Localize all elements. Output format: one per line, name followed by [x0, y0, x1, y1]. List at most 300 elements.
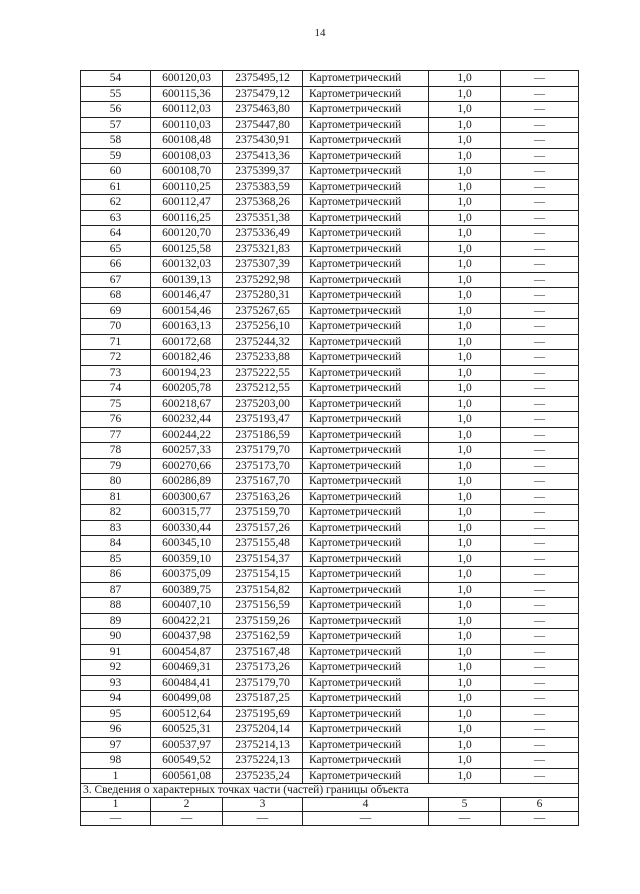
precision-cell: 1,0 — [429, 753, 501, 769]
note-cell: — — [501, 691, 579, 707]
precision-cell: 1,0 — [429, 722, 501, 738]
point-number-cell: 80 — [81, 474, 151, 490]
method-cell: Картометрический — [303, 458, 429, 474]
coord-y-cell: 2375179,70 — [223, 443, 303, 459]
coord-x-cell: 600146,47 — [151, 288, 223, 304]
table-row — [81, 768, 579, 784]
table-row — [81, 381, 579, 397]
coord-x-cell: 600112,03 — [151, 102, 223, 118]
table-row — [81, 474, 579, 490]
note-cell: — — [501, 303, 579, 319]
note-cell: — — [501, 148, 579, 164]
precision-cell: 1,0 — [429, 443, 501, 459]
table-row — [81, 179, 579, 195]
note-cell: — — [501, 706, 579, 722]
method-cell: Картометрический — [303, 629, 429, 645]
table-row — [81, 458, 579, 474]
coord-y-cell: 2375383,59 — [223, 179, 303, 195]
precision-cell: 1,0 — [429, 427, 501, 443]
section-3-header-cell: 6 — [501, 798, 579, 812]
point-number-cell: 88 — [81, 598, 151, 614]
coord-x-cell: 600549,52 — [151, 753, 223, 769]
coord-y-cell: 2375479,12 — [223, 86, 303, 102]
point-number-cell: 77 — [81, 427, 151, 443]
note-cell: — — [501, 660, 579, 676]
method-cell: Картометрический — [303, 117, 429, 133]
note-cell: — — [501, 241, 579, 257]
coord-y-cell: 2375156,59 — [223, 598, 303, 614]
point-number-cell: 96 — [81, 722, 151, 738]
method-cell: Картометрический — [303, 706, 429, 722]
coord-x-cell: 600125,58 — [151, 241, 223, 257]
note-cell: — — [501, 288, 579, 304]
section-3-empty-cell: — — [501, 812, 579, 826]
note-cell: — — [501, 427, 579, 443]
coord-x-cell: 600116,25 — [151, 210, 223, 226]
table-row — [81, 582, 579, 598]
section-3-empty-row — [81, 812, 579, 826]
point-number-cell: 67 — [81, 272, 151, 288]
point-number-cell: 56 — [81, 102, 151, 118]
coord-x-cell: 600437,98 — [151, 629, 223, 645]
precision-cell: 1,0 — [429, 133, 501, 149]
coord-x-cell: 600120,70 — [151, 226, 223, 242]
table-row — [81, 164, 579, 180]
point-number-cell: 57 — [81, 117, 151, 133]
coord-y-cell: 2375186,59 — [223, 427, 303, 443]
page-number: 14 — [314, 27, 326, 39]
table-row — [81, 226, 579, 242]
section-3-title-row — [81, 784, 579, 798]
method-cell: Картометрический — [303, 288, 429, 304]
table-row — [81, 489, 579, 505]
point-number-cell: 85 — [81, 551, 151, 567]
coord-x-cell: 600469,31 — [151, 660, 223, 676]
method-cell: Картометрический — [303, 350, 429, 366]
section-3-title: 3. Сведения о характерных точках части (частей) границы объекта — [81, 784, 579, 798]
note-cell: — — [501, 319, 579, 335]
note-cell: — — [501, 613, 579, 629]
precision-cell: 1,0 — [429, 226, 501, 242]
precision-cell: 1,0 — [429, 86, 501, 102]
coord-x-cell: 600389,75 — [151, 582, 223, 598]
table-row — [81, 505, 579, 521]
method-cell: Картометрический — [303, 582, 429, 598]
coord-y-cell: 2375307,39 — [223, 257, 303, 273]
table-row — [81, 427, 579, 443]
coord-y-cell: 2375193,47 — [223, 412, 303, 428]
coord-y-cell: 2375399,37 — [223, 164, 303, 180]
table-row — [81, 660, 579, 676]
table-row — [81, 691, 579, 707]
precision-cell: 1,0 — [429, 458, 501, 474]
note-cell: — — [501, 396, 579, 412]
coord-y-cell: 2375495,12 — [223, 71, 303, 87]
note-cell: — — [501, 210, 579, 226]
precision-cell: 1,0 — [429, 272, 501, 288]
coord-y-cell: 2375154,82 — [223, 582, 303, 598]
table-row — [81, 71, 579, 87]
method-cell: Картометрический — [303, 722, 429, 738]
note-cell: — — [501, 117, 579, 133]
method-cell: Картометрический — [303, 148, 429, 164]
precision-cell: 1,0 — [429, 474, 501, 490]
precision-cell: 1,0 — [429, 365, 501, 381]
note-cell: — — [501, 520, 579, 536]
point-number-cell: 68 — [81, 288, 151, 304]
coord-x-cell: 600561,08 — [151, 768, 223, 784]
point-number-cell: 1 — [81, 768, 151, 784]
coord-x-cell: 600407,10 — [151, 598, 223, 614]
table-row — [81, 551, 579, 567]
section-3-header-cell: 3 — [223, 798, 303, 812]
point-number-cell: 89 — [81, 613, 151, 629]
table-row — [81, 241, 579, 257]
precision-cell: 1,0 — [429, 179, 501, 195]
point-number-cell: 60 — [81, 164, 151, 180]
note-cell: — — [501, 412, 579, 428]
table-row — [81, 257, 579, 273]
method-cell: Картометрический — [303, 164, 429, 180]
table-row — [81, 443, 579, 459]
precision-cell: 1,0 — [429, 350, 501, 366]
coord-x-cell: 600286,89 — [151, 474, 223, 490]
coord-y-cell: 2375233,88 — [223, 350, 303, 366]
method-cell: Картометрический — [303, 644, 429, 660]
coord-x-cell: 600300,67 — [151, 489, 223, 505]
method-cell: Картометрический — [303, 536, 429, 552]
point-number-cell: 94 — [81, 691, 151, 707]
method-cell: Картометрический — [303, 675, 429, 691]
note-cell: — — [501, 133, 579, 149]
note-cell: — — [501, 474, 579, 490]
method-cell: Картометрический — [303, 443, 429, 459]
table-row — [81, 706, 579, 722]
precision-cell: 1,0 — [429, 412, 501, 428]
precision-cell: 1,0 — [429, 644, 501, 660]
table-row — [81, 737, 579, 753]
note-cell: — — [501, 458, 579, 474]
point-number-cell: 73 — [81, 365, 151, 381]
note-cell: — — [501, 365, 579, 381]
coord-x-cell: 600132,03 — [151, 257, 223, 273]
coord-y-cell: 2375235,24 — [223, 768, 303, 784]
coord-y-cell: 2375203,00 — [223, 396, 303, 412]
note-cell: — — [501, 598, 579, 614]
point-number-cell: 75 — [81, 396, 151, 412]
table-row — [81, 567, 579, 583]
coord-x-cell: 600115,36 — [151, 86, 223, 102]
note-cell: — — [501, 443, 579, 459]
coord-x-cell: 600525,31 — [151, 722, 223, 738]
note-cell: — — [501, 567, 579, 583]
note-cell: — — [501, 551, 579, 567]
method-cell: Картометрический — [303, 737, 429, 753]
precision-cell: 1,0 — [429, 396, 501, 412]
method-cell: Картометрический — [303, 226, 429, 242]
table-row — [81, 117, 579, 133]
coord-x-cell: 600454,87 — [151, 644, 223, 660]
coord-x-cell: 600359,10 — [151, 551, 223, 567]
precision-cell: 1,0 — [429, 505, 501, 521]
coord-y-cell: 2375430,91 — [223, 133, 303, 149]
point-number-cell: 97 — [81, 737, 151, 753]
point-number-cell: 83 — [81, 520, 151, 536]
coord-y-cell: 2375292,98 — [223, 272, 303, 288]
coord-x-cell: 600194,23 — [151, 365, 223, 381]
table-row — [81, 536, 579, 552]
method-cell: Картометрический — [303, 520, 429, 536]
point-number-cell: 91 — [81, 644, 151, 660]
table-row — [81, 303, 579, 319]
coord-x-cell: 600244,22 — [151, 427, 223, 443]
coord-y-cell: 2375214,13 — [223, 737, 303, 753]
note-cell: — — [501, 334, 579, 350]
coord-x-cell: 600499,08 — [151, 691, 223, 707]
table-row — [81, 319, 579, 335]
method-cell: Картометрический — [303, 195, 429, 211]
section-3-header-cell: 2 — [151, 798, 223, 812]
method-cell: Картометрический — [303, 365, 429, 381]
section-3-header-cell: 1 — [81, 798, 151, 812]
coord-y-cell: 2375187,25 — [223, 691, 303, 707]
coord-x-cell: 600345,10 — [151, 536, 223, 552]
method-cell: Картометрический — [303, 257, 429, 273]
coord-y-cell: 2375222,55 — [223, 365, 303, 381]
precision-cell: 1,0 — [429, 71, 501, 87]
point-number-cell: 98 — [81, 753, 151, 769]
coord-y-cell: 2375159,70 — [223, 505, 303, 521]
coord-y-cell: 2375280,31 — [223, 288, 303, 304]
table-row — [81, 195, 579, 211]
note-cell: — — [501, 71, 579, 87]
point-number-cell: 95 — [81, 706, 151, 722]
table-row — [81, 412, 579, 428]
coord-x-cell: 600110,03 — [151, 117, 223, 133]
coord-y-cell: 2375321,83 — [223, 241, 303, 257]
table-row — [81, 210, 579, 226]
coord-y-cell: 2375212,55 — [223, 381, 303, 397]
method-cell: Картометрический — [303, 303, 429, 319]
table-row — [81, 148, 579, 164]
method-cell: Картометрический — [303, 381, 429, 397]
table-row — [81, 629, 579, 645]
coord-x-cell: 600163,13 — [151, 319, 223, 335]
precision-cell: 1,0 — [429, 489, 501, 505]
precision-cell: 1,0 — [429, 737, 501, 753]
coord-x-cell: 600484,41 — [151, 675, 223, 691]
coord-x-cell: 600537,97 — [151, 737, 223, 753]
section-3-header-cell: 5 — [429, 798, 501, 812]
coord-x-cell: 600112,47 — [151, 195, 223, 211]
point-number-cell: 62 — [81, 195, 151, 211]
method-cell: Картометрический — [303, 412, 429, 428]
precision-cell: 1,0 — [429, 288, 501, 304]
table-row — [81, 722, 579, 738]
method-cell: Картометрический — [303, 210, 429, 226]
precision-cell: 1,0 — [429, 241, 501, 257]
method-cell: Картометрический — [303, 427, 429, 443]
coord-y-cell: 2375154,15 — [223, 567, 303, 583]
coord-x-cell: 600315,77 — [151, 505, 223, 521]
table-row — [81, 644, 579, 660]
table-row — [81, 520, 579, 536]
section-3-empty-cell: — — [81, 812, 151, 826]
point-number-cell: 86 — [81, 567, 151, 583]
point-number-cell: 81 — [81, 489, 151, 505]
note-cell: — — [501, 381, 579, 397]
note-cell: — — [501, 164, 579, 180]
point-number-cell: 76 — [81, 412, 151, 428]
precision-cell: 1,0 — [429, 520, 501, 536]
coord-y-cell: 2375167,70 — [223, 474, 303, 490]
coord-x-cell: 600120,03 — [151, 71, 223, 87]
precision-cell: 1,0 — [429, 675, 501, 691]
coord-x-cell: 600375,09 — [151, 567, 223, 583]
coord-x-cell: 600110,25 — [151, 179, 223, 195]
method-cell: Картометрический — [303, 272, 429, 288]
method-cell: Картометрический — [303, 241, 429, 257]
precision-cell: 1,0 — [429, 164, 501, 180]
coord-x-cell: 600270,66 — [151, 458, 223, 474]
coord-x-cell: 600108,70 — [151, 164, 223, 180]
method-cell: Картометрический — [303, 691, 429, 707]
note-cell: — — [501, 489, 579, 505]
note-cell: — — [501, 257, 579, 273]
point-number-cell: 79 — [81, 458, 151, 474]
coord-y-cell: 2375351,38 — [223, 210, 303, 226]
point-number-cell: 72 — [81, 350, 151, 366]
method-cell: Картометрический — [303, 334, 429, 350]
point-number-cell: 65 — [81, 241, 151, 257]
point-number-cell: 74 — [81, 381, 151, 397]
coord-y-cell: 2375413,36 — [223, 148, 303, 164]
coord-y-cell: 2375336,49 — [223, 226, 303, 242]
note-cell: — — [501, 722, 579, 738]
method-cell: Картометрический — [303, 753, 429, 769]
section-3-empty-cell: — — [429, 812, 501, 826]
method-cell: Картометрический — [303, 551, 429, 567]
precision-cell: 1,0 — [429, 567, 501, 583]
coord-y-cell: 2375155,48 — [223, 536, 303, 552]
coord-x-cell: 600257,33 — [151, 443, 223, 459]
coordinates-table — [80, 70, 579, 784]
precision-cell: 1,0 — [429, 613, 501, 629]
method-cell: Картометрический — [303, 489, 429, 505]
section-3-empty-cell: — — [223, 812, 303, 826]
coord-y-cell: 2375256,10 — [223, 319, 303, 335]
coord-x-cell: 600108,03 — [151, 148, 223, 164]
coord-y-cell: 2375154,37 — [223, 551, 303, 567]
coord-x-cell: 600205,78 — [151, 381, 223, 397]
coord-x-cell: 600154,46 — [151, 303, 223, 319]
point-number-cell: 66 — [81, 257, 151, 273]
coord-x-cell: 600139,13 — [151, 272, 223, 288]
precision-cell: 1,0 — [429, 210, 501, 226]
section-3-table — [80, 783, 579, 826]
precision-cell: 1,0 — [429, 629, 501, 645]
note-cell: — — [501, 536, 579, 552]
note-cell: — — [501, 644, 579, 660]
precision-cell: 1,0 — [429, 117, 501, 133]
precision-cell: 1,0 — [429, 582, 501, 598]
point-number-cell: 64 — [81, 226, 151, 242]
coord-x-cell: 600330,44 — [151, 520, 223, 536]
table-row — [81, 675, 579, 691]
point-number-cell: 82 — [81, 505, 151, 521]
note-cell: — — [501, 753, 579, 769]
coord-y-cell: 2375224,13 — [223, 753, 303, 769]
point-number-cell: 70 — [81, 319, 151, 335]
coord-x-cell: 600108,48 — [151, 133, 223, 149]
note-cell: — — [501, 629, 579, 645]
section-3-empty-cell: — — [303, 812, 429, 826]
coord-y-cell: 2375267,65 — [223, 303, 303, 319]
note-cell: — — [501, 86, 579, 102]
point-number-cell: 84 — [81, 536, 151, 552]
coord-y-cell: 2375195,69 — [223, 706, 303, 722]
method-cell: Картометрический — [303, 505, 429, 521]
precision-cell: 1,0 — [429, 660, 501, 676]
table-row — [81, 272, 579, 288]
method-cell: Картометрический — [303, 768, 429, 784]
table-row — [81, 598, 579, 614]
point-number-cell: 55 — [81, 86, 151, 102]
precision-cell: 1,0 — [429, 102, 501, 118]
method-cell: Картометрический — [303, 474, 429, 490]
point-number-cell: 69 — [81, 303, 151, 319]
note-cell: — — [501, 582, 579, 598]
note-cell: — — [501, 675, 579, 691]
precision-cell: 1,0 — [429, 706, 501, 722]
note-cell: — — [501, 179, 579, 195]
point-number-cell: 87 — [81, 582, 151, 598]
method-cell: Картометрический — [303, 86, 429, 102]
point-number-cell: 59 — [81, 148, 151, 164]
table-row — [81, 753, 579, 769]
precision-cell: 1,0 — [429, 257, 501, 273]
coord-y-cell: 2375157,26 — [223, 520, 303, 536]
method-cell: Картометрический — [303, 613, 429, 629]
point-number-cell: 78 — [81, 443, 151, 459]
point-number-cell: 90 — [81, 629, 151, 645]
coord-y-cell: 2375163,26 — [223, 489, 303, 505]
coord-x-cell: 600172,68 — [151, 334, 223, 350]
coord-y-cell: 2375447,80 — [223, 117, 303, 133]
table-row — [81, 613, 579, 629]
coord-x-cell: 600422,21 — [151, 613, 223, 629]
point-number-cell: 71 — [81, 334, 151, 350]
note-cell: — — [501, 272, 579, 288]
method-cell: Картометрический — [303, 598, 429, 614]
precision-cell: 1,0 — [429, 551, 501, 567]
precision-cell: 1,0 — [429, 148, 501, 164]
point-number-cell: 58 — [81, 133, 151, 149]
table-row — [81, 350, 579, 366]
note-cell: — — [501, 505, 579, 521]
point-number-cell: 92 — [81, 660, 151, 676]
method-cell: Картометрический — [303, 567, 429, 583]
precision-cell: 1,0 — [429, 381, 501, 397]
method-cell: Картометрический — [303, 71, 429, 87]
table-row — [81, 86, 579, 102]
section-3-header-cell: 4 — [303, 798, 429, 812]
note-cell: — — [501, 195, 579, 211]
coord-y-cell: 2375159,26 — [223, 613, 303, 629]
method-cell: Картометрический — [303, 660, 429, 676]
method-cell: Картометрический — [303, 179, 429, 195]
precision-cell: 1,0 — [429, 536, 501, 552]
